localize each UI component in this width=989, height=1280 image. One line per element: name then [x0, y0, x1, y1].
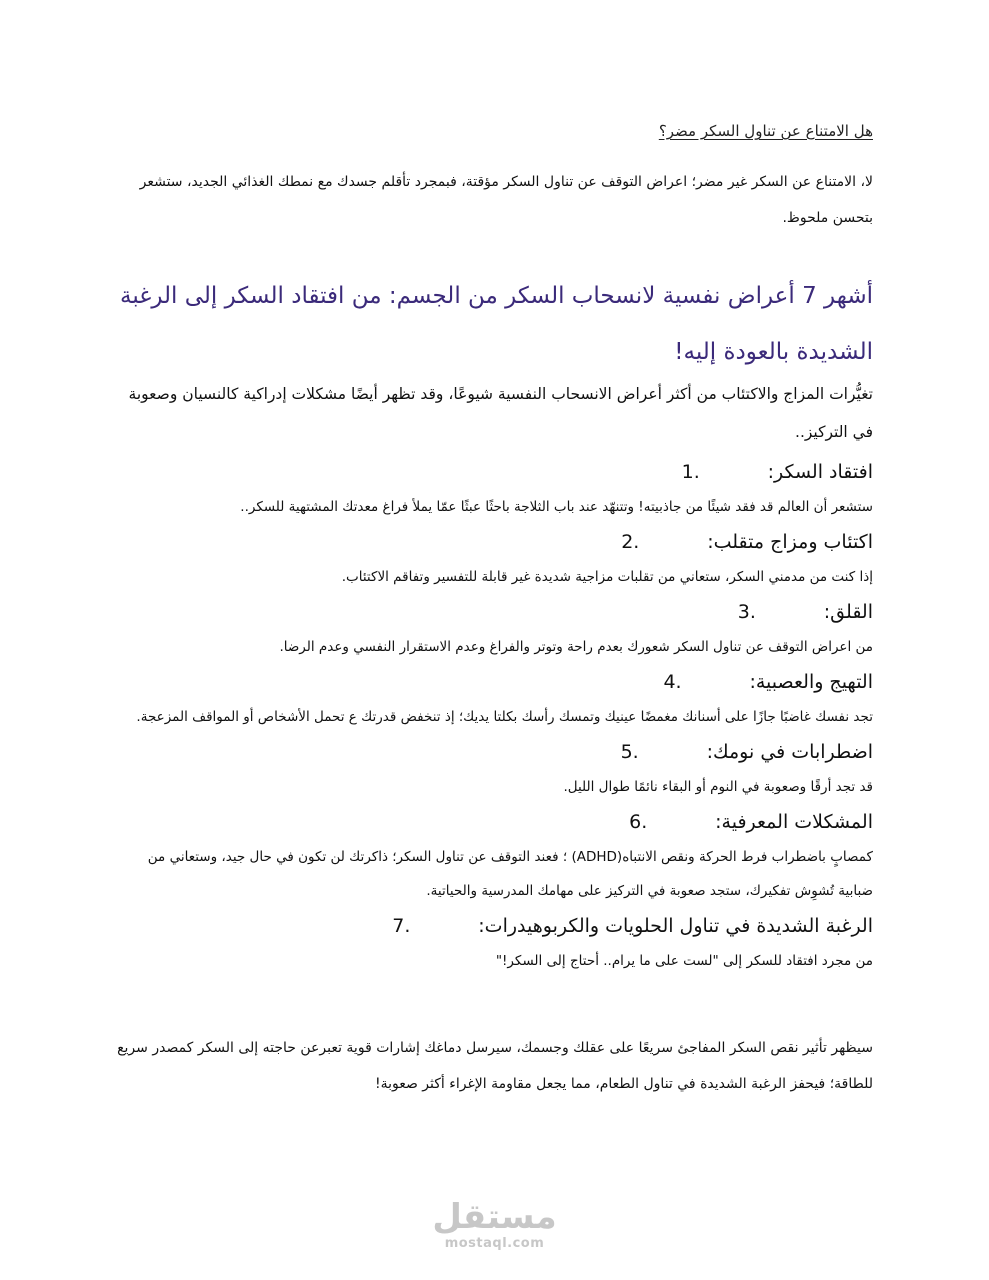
symptom-title: المشكلات المعرفية:: [715, 811, 873, 833]
symptom-list: [113, 454, 873, 978]
symptom-description: من اعراض التوقف عن تناول السكر شعورك بعدم راحة وتوتر والفراغ وعدم الاستقرار النفسي وعدم الرضا.: [279, 639, 873, 655]
answer-paragraph: لا، الامتناع عن السكر غير مضر؛ اعراض التوقف عن تناول السكر مؤقتة، فبمجرد تأقلم جسدك مع نمطك الغذائي الجديد، ستشعر بتحسن ملحوظ.: [139, 174, 873, 226]
watermark-brand: مستقل: [432, 1197, 557, 1237]
symptom-heading: [113, 908, 873, 944]
symptom-description: ستشعر أن العالم قد فقد شيئًا من جاذبيته! وتتنهّد عند باب الثلاجة باحثًا عبثًا عمّا يملأ فراغ معدتك المشتهية للسكر..: [240, 499, 873, 515]
symptom-description: قد تجد أرقًا وصعوبة في النوم أو البقاء نائمًا طوال الليل.: [563, 779, 873, 795]
intro-paragraph: تغيُّرات المزاج والاكتئاب من أكثر أعراض الانسحاب النفسية شيوعًا، وقد تظهر أيضًا مشكلات إدراكية كالنسيان وصعوبة في التركيز..: [128, 385, 873, 441]
main-title: أشهر 7 أعراض نفسية لانسحاب السكر من الجسم: من افتقاد السكر إلى الرغبة الشديدة بالعودة إليه!: [120, 283, 873, 365]
symptom-number: 1.: [681, 461, 700, 483]
symptom-number: 6.: [629, 811, 648, 833]
symptom-title: التهيج والعصبية:: [749, 671, 873, 693]
question-heading: هل الامتناع عن تناول السكر مضر؟: [658, 122, 873, 140]
symptom-title: اضطرابات في نومك:: [706, 741, 873, 763]
outro-paragraph: سيظهر تأثير نقص السكر المفاجئ سريعًا على عقلك وجسمك، سيرسل دماغك إشارات قوية تعبرعن حاجته إلى السكر كمصدر سريع للطاقة؛ فيحفز الرغبة الشديدة في تناول الطعام، مما يجعل مقاومة الإغراء أكثر صعوبة!: [117, 1040, 873, 1092]
mostaql-watermark: [0, 1197, 989, 1251]
symptom-item: [113, 594, 873, 664]
watermark-domain: mostaql.com: [444, 1236, 545, 1251]
symptom-item: [113, 454, 873, 524]
symptom-title: افتقاد السكر:: [767, 461, 873, 483]
symptom-heading: [113, 804, 873, 840]
symptom-title: القلق:: [823, 601, 873, 623]
symptom-heading: [113, 734, 873, 770]
symptom-description: إذا كنت من مدمني السكر، ستعاني من تقلبات مزاجية شديدة غير قابلة للتفسير وتفاقم الاكتئاب.: [341, 569, 873, 585]
symptom-description: تجد نفسك غاضبًا جازًا على أسنانك مغمضًا عينيك وتمسك رأسك بكلتا يديك؛ إذ تنخفض قدرتك ع تحمل الأشخاص أو المواقف المزعجة.: [136, 709, 873, 725]
symptom-number: 5.: [620, 741, 639, 763]
symptom-item: [113, 524, 873, 594]
symptom-heading: [113, 664, 873, 700]
symptom-number: 7.: [392, 915, 411, 937]
symptom-number: 2.: [621, 531, 640, 553]
symptom-heading: [113, 594, 873, 630]
symptom-description: كمصابٍ باضطراب فرط الحركة ونقص الانتباه(ADHD) ؛ فعند التوقف عن تناول السكر؛ ذاكرتك لن تكون في حال جيد، وستعاني من ضبابية تُشوِش تفكيرك، ستجد صعوبة في التركيز على مهامك المدرسية والحياتية.: [147, 849, 873, 899]
symptom-title: الرغبة الشديدة في تناول الحلويات والكربوهيدرات:: [478, 915, 873, 937]
symptom-title: اكتئاب ومزاج متقلب:: [707, 531, 873, 553]
symptom-description: من مجرد افتقاد للسكر إلى "لست على ما يرام.. أحتاج إلى السكر!": [495, 953, 873, 969]
symptom-item: [113, 804, 873, 908]
symptom-number: 4.: [663, 671, 682, 693]
symptom-heading: [113, 454, 873, 490]
symptom-item: [113, 664, 873, 734]
symptom-heading: [113, 524, 873, 560]
symptom-item: [113, 734, 873, 804]
symptom-item: [113, 908, 873, 978]
symptom-number: 3.: [737, 601, 756, 623]
